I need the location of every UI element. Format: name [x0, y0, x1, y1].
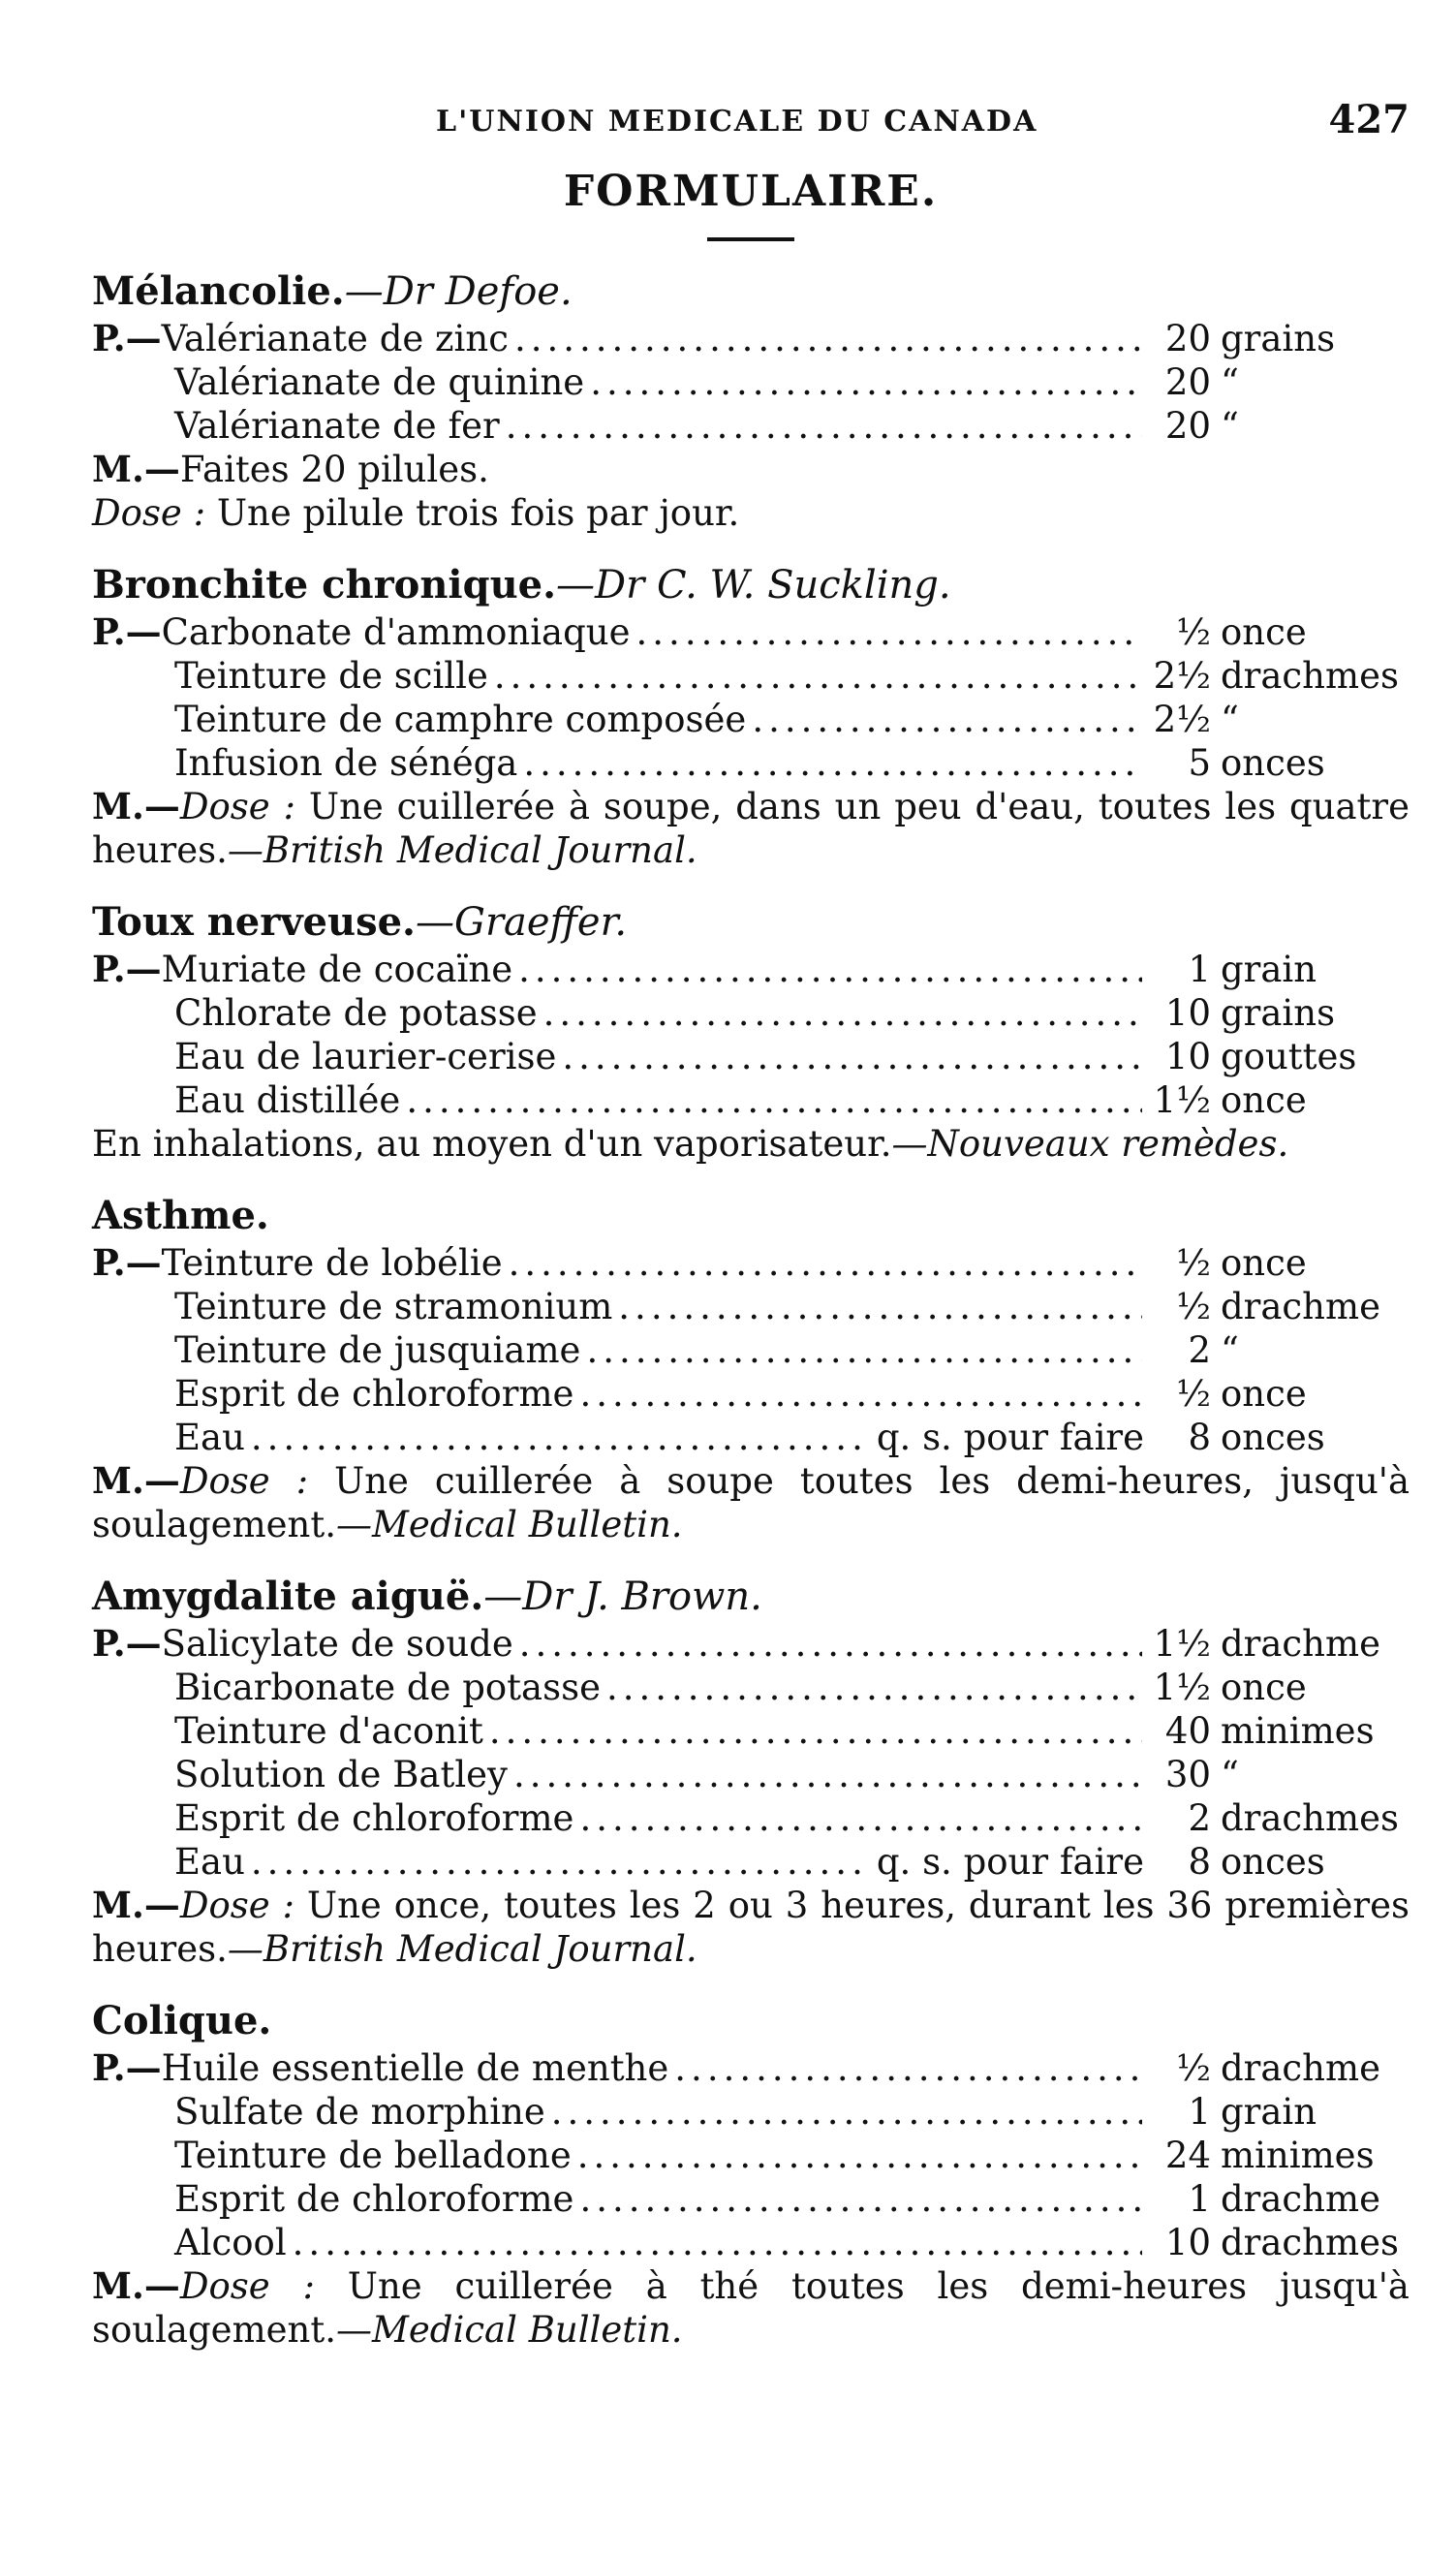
title-rule	[707, 237, 794, 241]
leader-dots	[577, 2134, 1142, 2177]
ingredient-name: Carbonate d'ammoniaque	[161, 611, 631, 653]
recipe-name: Bronchite chronique.	[92, 562, 557, 608]
ingredient-row	[92, 1840, 1410, 1884]
ingredient-unit: drachme	[1221, 2047, 1380, 2089]
dose-label: Dose :	[179, 1460, 309, 1502]
ingredient-row	[92, 2046, 1410, 2090]
prescription-mark: P.—	[92, 317, 162, 359]
ingredient-name: Esprit de chloroforme	[174, 1373, 574, 1415]
ingredient-name: Teinture de jusquiame	[174, 1329, 581, 1371]
recipe-author: —Graeffer.	[415, 900, 628, 945]
ingredient-cell	[92, 2134, 1148, 2177]
ingredient-quantity: 10	[1164, 992, 1211, 1034]
note-text: Faites 20 pilules.	[179, 449, 489, 490]
leader-dots	[579, 1372, 1142, 1416]
journal-name: L'UNION MEDICALE DU CANADA	[436, 105, 1038, 139]
ingredient-quantity: ½	[1176, 1373, 1211, 1415]
ingredient-name: Salicylate de soude	[161, 1623, 513, 1665]
ingredient-cell	[92, 2090, 1148, 2134]
leader-dots	[406, 1078, 1142, 1122]
mix-mark: M.—	[92, 2264, 180, 2307]
ingredient-cell	[92, 991, 1148, 1035]
ingredient-name: Valérianate de fer	[174, 405, 500, 447]
ingredient-row	[92, 1622, 1410, 1666]
ingredient-cell	[92, 2046, 1148, 2090]
leader-dots	[636, 610, 1142, 654]
ingredient-quantity: ½	[1176, 1242, 1211, 1284]
ingredient-quantity: 1	[1188, 949, 1211, 990]
ingredient-row	[92, 2090, 1410, 2134]
ingredient-cell	[92, 741, 1148, 785]
ingredient-name: Teinture de camphre composée	[174, 699, 747, 740]
ingredient-quantity: 2½	[1153, 699, 1211, 740]
recipe-note	[92, 1884, 1410, 1971]
recipe-name: Mélancolie.	[92, 268, 345, 314]
ingredient-row	[92, 317, 1410, 360]
ingredient-row	[92, 1328, 1410, 1372]
ingredient-row	[92, 360, 1410, 404]
recipe-block	[92, 1572, 1410, 1971]
ingredient-name: Huile essentielle de menthe	[161, 2047, 669, 2089]
ingredient-row	[92, 404, 1410, 448]
prescription-mark: P.—	[92, 610, 162, 653]
ingredient-cell	[92, 1622, 1148, 1666]
ingredient-unit: drachme	[1221, 1623, 1380, 1665]
ingredient-quantity: 8	[1188, 1417, 1211, 1458]
dose-label: Dose :	[179, 786, 296, 827]
ingredient-name: Teinture de lobélie	[161, 1242, 503, 1284]
ingredient-row	[92, 1078, 1410, 1122]
ingredient-unit: onces	[1221, 742, 1325, 784]
ingredient-name: Esprit de chloroforme	[174, 1797, 574, 1839]
ingredient-unit: gouttes	[1221, 1036, 1357, 1077]
ingredient-quantity: 1	[1188, 2178, 1211, 2220]
ingredient-quantity: 24	[1164, 2135, 1211, 2176]
recipe-heading	[92, 1191, 1410, 1241]
recipe-heading	[92, 897, 1410, 948]
ingredient-name: Alcool	[174, 2222, 287, 2263]
ingredient-quantity: 2	[1188, 1797, 1211, 1839]
leader-dots	[579, 2177, 1142, 2221]
ingredient-unit: once	[1221, 1667, 1307, 1708]
leader-dots	[509, 1241, 1142, 1285]
leader-dots	[618, 1285, 1142, 1328]
ingredient-quantity: ½	[1176, 1286, 1211, 1327]
ingredient-quantity: 2½	[1153, 655, 1211, 697]
recipe-block	[92, 1996, 1410, 2352]
leader-dots	[674, 2046, 1142, 2090]
ingredient-quantity: 1½	[1153, 1667, 1211, 1708]
ingredient-name: Muriate de cocaïne	[161, 949, 513, 990]
leader-dots	[494, 654, 1142, 698]
ingredient-cell	[92, 360, 1148, 404]
mix-mark: M.—	[92, 785, 180, 827]
ingredient-name: Teinture de stramonium	[174, 1286, 613, 1327]
recipe-name: Amygdalite aiguë.	[92, 1574, 484, 1619]
ingredient-quantity: 1½	[1153, 1623, 1211, 1665]
ingredient-unit: grain	[1221, 949, 1317, 990]
ingredient-name: Solution de Batley	[174, 1754, 508, 1795]
leader-dots	[523, 741, 1142, 785]
leader-dots	[506, 404, 1142, 448]
ingredient-unit: grains	[1221, 318, 1336, 359]
source-citation: —British Medical Journal.	[227, 829, 697, 871]
ingredient-quantity: 30	[1164, 1754, 1211, 1795]
ingredient-row	[92, 610, 1410, 654]
ingredient-unit: “	[1221, 699, 1239, 740]
ingredient-unit: once	[1221, 1079, 1307, 1121]
recipe-heading	[92, 560, 1410, 610]
ingredient-unit: “	[1221, 405, 1239, 447]
ingredient-cell	[92, 404, 1148, 448]
ingredient-name: Teinture de belladone	[174, 2135, 572, 2176]
ingredient-row	[92, 1753, 1410, 1796]
source-citation: —Nouveaux remèdes.	[891, 1123, 1289, 1165]
ingredient-cell	[92, 948, 1148, 991]
ingredient-unit: “	[1221, 361, 1239, 403]
ingredient-quantity: 5	[1188, 742, 1211, 784]
prescription-mark: P.—	[92, 1622, 162, 1665]
recipe-name: Toux nerveuse.	[92, 899, 416, 945]
ingredient-row	[92, 1666, 1410, 1709]
recipe-note	[92, 448, 1410, 491]
dose-label: Dose :	[92, 492, 206, 534]
ingredient-cell	[92, 1709, 1148, 1753]
dose-label: Dose :	[179, 2265, 315, 2307]
ingredient-name: Valérianate de zinc	[161, 318, 509, 359]
leader-dots	[518, 948, 1142, 991]
ingredient-quantity: 2	[1188, 1329, 1211, 1371]
ingredient-unit: drachmes	[1221, 2222, 1399, 2263]
mix-mark: M.—	[92, 448, 180, 490]
ingredient-cell	[92, 317, 1148, 360]
recipe-author: —Dr J. Brown.	[483, 1575, 762, 1619]
ingredient-unit: grains	[1221, 992, 1336, 1034]
ingredient-name: Esprit de chloroforme	[174, 2178, 574, 2220]
ingredient-unit: once	[1221, 611, 1307, 653]
recipe-note	[92, 491, 1410, 535]
note-text: Une once, toutes les 2 ou 3 heures, durant les 36 premières heures.	[92, 1885, 1410, 1970]
ingredient-row	[92, 948, 1410, 991]
ingredient-cell	[92, 1753, 1148, 1796]
mix-mark: M.—	[92, 1459, 180, 1502]
ingredient-cell	[92, 1372, 1148, 1416]
ingredient-row	[92, 2221, 1410, 2264]
ingredient-quantity: 20	[1164, 405, 1211, 447]
ingredient-quantity: 10	[1164, 2222, 1211, 2263]
ingredient-cell	[92, 2221, 1148, 2264]
leader-dots	[586, 1328, 1142, 1372]
ingredient-name: Eau	[174, 1417, 245, 1458]
mix-mark: M.—	[92, 1884, 180, 1926]
ingredient-row	[92, 741, 1410, 785]
ingredient-row	[92, 1796, 1410, 1840]
document-page	[92, 87, 1410, 2352]
prescription-mark: P.—	[92, 948, 162, 990]
leader-dots	[590, 360, 1142, 404]
ingredient-unit: onces	[1221, 1841, 1325, 1883]
recipe-heading	[92, 266, 1410, 317]
recipe-heading	[92, 1572, 1410, 1622]
ingredient-unit: “	[1221, 1329, 1239, 1371]
ingredient-name: Valérianate de quinine	[174, 361, 585, 403]
note-text: En inhalations, au moyen d'un vaporisateur.	[92, 1123, 892, 1165]
recipe-list	[92, 266, 1410, 2352]
ingredient-name: Infusion de sénéga	[174, 742, 518, 784]
ingredient-name: Eau distillée	[174, 1079, 401, 1121]
ingredient-cell	[92, 654, 1148, 698]
ingredient-unit: minimes	[1221, 1710, 1375, 1752]
ingredient-cell	[92, 1666, 1148, 1709]
leader-dots	[543, 991, 1142, 1035]
recipe-note	[92, 1459, 1410, 1546]
note-text: Une pilule trois fois par jour.	[205, 492, 740, 534]
leader-dots	[606, 1666, 1142, 1709]
ingredient-name: Sulfate de morphine	[174, 2091, 545, 2133]
section-title: FORMULAIRE.	[563, 167, 939, 216]
ingredient-quantity: 20	[1164, 318, 1211, 359]
ingredient-quantity: ½	[1176, 2047, 1211, 2089]
leader-dots	[752, 698, 1142, 741]
dose-label: Dose :	[179, 1885, 295, 1926]
ingredient-name: Eau	[174, 1841, 245, 1883]
note-text: Une cuillerée à thé toutes les demi-heures jusqu'à soulagement.	[92, 2265, 1410, 2351]
note-text: Une cuillerée à soupe toutes les demi-heures, jusqu'à soulagement.	[92, 1460, 1410, 1545]
source-citation: —Medical Bulletin.	[336, 1504, 683, 1545]
ingredient-unit: grain	[1221, 2091, 1317, 2133]
ingredient-unit: drachmes	[1221, 1797, 1399, 1839]
ingredient-name: Bicarbonate de potasse	[174, 1667, 601, 1708]
ingredient-unit: drachme	[1221, 2178, 1380, 2220]
ingredient-cell	[92, 1078, 1148, 1122]
ingredient-row	[92, 1372, 1410, 1416]
ingredient-cell	[92, 1285, 1148, 1328]
prescription-mark: P.—	[92, 1241, 162, 1284]
ingredient-row	[92, 1285, 1410, 1328]
recipe-name: Colique.	[92, 1998, 272, 2043]
quantum-satis: q. s. pour faire	[876, 1417, 1144, 1458]
leader-dots	[519, 1622, 1142, 1666]
ingredient-quantity: 1	[1188, 2091, 1211, 2133]
ingredient-quantity: 1½	[1153, 1079, 1211, 1121]
recipe-heading	[92, 1996, 1410, 2046]
recipe-block	[92, 560, 1410, 872]
leader-dots	[579, 1796, 1142, 1840]
ingredient-row	[92, 1035, 1410, 1078]
ingredient-cell	[92, 1416, 1148, 1459]
ingredient-unit: drachmes	[1221, 655, 1399, 697]
ingredient-unit: once	[1221, 1373, 1307, 1415]
recipe-block	[92, 897, 1410, 1166]
ingredient-unit: once	[1221, 1242, 1307, 1284]
ingredient-row	[92, 2177, 1410, 2221]
ingredient-quantity: ½	[1176, 611, 1211, 653]
ingredient-cell	[92, 1241, 1148, 1285]
quantum-satis: q. s. pour faire	[876, 1841, 1144, 1883]
ingredient-row	[92, 654, 1410, 698]
ingredient-quantity: 40	[1164, 1710, 1211, 1752]
leader-dots	[489, 1709, 1142, 1753]
ingredient-row	[92, 698, 1410, 741]
ingredient-unit: minimes	[1221, 2135, 1375, 2176]
recipe-name: Asthme.	[92, 1193, 269, 1238]
ingredient-name: Teinture de scille	[174, 655, 488, 697]
ingredient-unit: drachme	[1221, 1286, 1380, 1327]
prescription-mark: P.—	[92, 2046, 162, 2089]
ingredient-row	[92, 1416, 1410, 1459]
leader-dots	[551, 2090, 1142, 2134]
recipe-note	[92, 2264, 1410, 2352]
ingredient-quantity: 8	[1188, 1841, 1211, 1883]
running-head	[92, 87, 1410, 155]
ingredient-cell	[92, 610, 1148, 654]
ingredient-row	[92, 991, 1410, 1035]
ingredient-row	[92, 1709, 1410, 1753]
ingredient-unit: “	[1221, 1754, 1239, 1795]
ingredient-unit: onces	[1221, 1417, 1325, 1458]
leader-dots	[514, 317, 1142, 360]
source-citation: —Medical Bulletin.	[336, 2309, 683, 2351]
ingredient-quantity: 20	[1164, 361, 1211, 403]
recipe-author: —Dr Defoe.	[344, 269, 573, 314]
recipe-note	[92, 1122, 1410, 1166]
ingredient-cell	[92, 2177, 1148, 2221]
leader-dots	[251, 1840, 871, 1884]
source-citation: —British Medical Journal.	[227, 1928, 697, 1970]
ingredient-name: Eau de laurier-cerise	[174, 1036, 557, 1077]
recipe-author: —Dr C. W. Suckling.	[556, 563, 951, 608]
leader-dots	[251, 1416, 871, 1459]
ingredient-cell	[92, 1840, 1148, 1884]
ingredient-cell	[92, 1796, 1148, 1840]
ingredient-name: Chlorate de potasse	[174, 992, 538, 1034]
recipe-block	[92, 266, 1410, 535]
ingredient-cell	[92, 1035, 1148, 1078]
leader-dots	[562, 1035, 1142, 1078]
recipe-block	[92, 1191, 1410, 1546]
recipe-note	[92, 785, 1410, 872]
ingredient-quantity: 10	[1164, 1036, 1211, 1077]
ingredient-name: Teinture d'aconit	[174, 1710, 483, 1752]
note-text: Une cuillerée à soupe, dans un peu d'eau, toutes les quatre heures.	[92, 786, 1410, 871]
leader-dots	[513, 1753, 1142, 1796]
ingredient-row	[92, 1241, 1410, 1285]
ingredient-row	[92, 2134, 1410, 2177]
ingredient-cell	[92, 698, 1148, 741]
page-number: 427	[1328, 97, 1410, 142]
ingredient-cell	[92, 1328, 1148, 1372]
leader-dots	[293, 2221, 1142, 2264]
